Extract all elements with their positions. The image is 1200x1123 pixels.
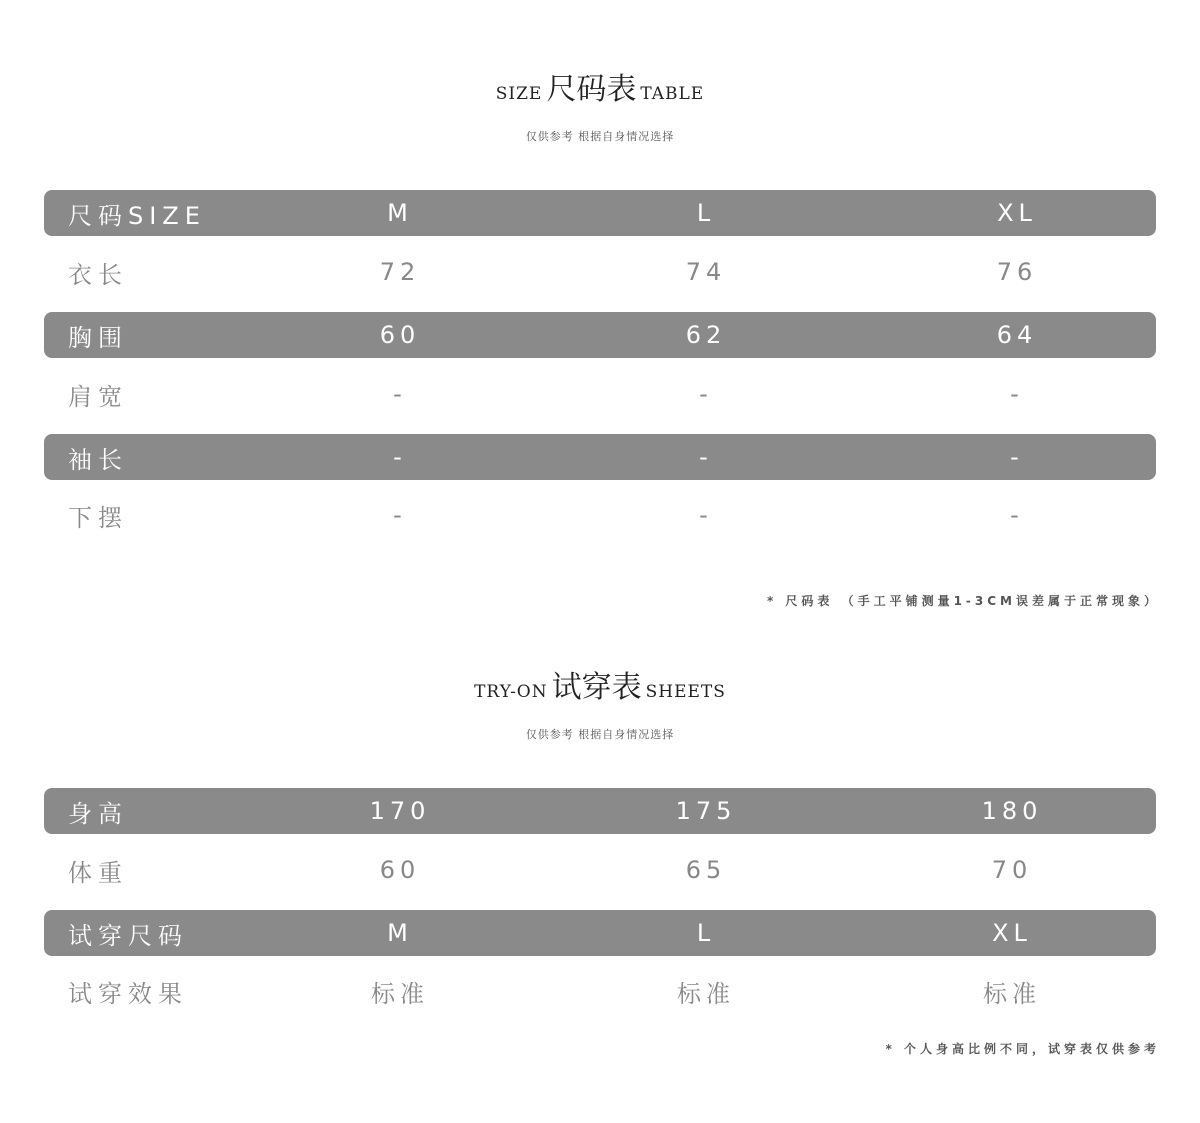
cell-l: - xyxy=(699,380,713,408)
cell-m: - xyxy=(393,380,407,408)
size-row-shoulder xyxy=(44,371,1156,417)
tryon-table-subtitle: 仅供参考 根据自身情况选择 xyxy=(525,728,675,741)
cell-col2: 65 xyxy=(685,856,727,884)
size-table-subtitle: 仅供参考 根据自身情况选择 xyxy=(525,130,675,143)
cell-xl: - xyxy=(1010,443,1024,471)
cell-col1: 170 xyxy=(369,797,431,825)
row-label: 试穿尺码 xyxy=(68,921,188,950)
size-row-hem xyxy=(44,492,1156,538)
cell-m: 72 xyxy=(379,258,421,286)
row-label: 胸围 xyxy=(68,323,128,352)
cell-col1: 60 xyxy=(379,856,421,884)
cell-xl: 76 xyxy=(996,258,1038,286)
size-title-zh: 尺码表 xyxy=(546,72,637,107)
row-label: 肩宽 xyxy=(68,382,128,411)
cell-col3: 180 xyxy=(981,797,1043,825)
cell-col3: XL xyxy=(992,919,1032,947)
cell-col1: 标准 xyxy=(371,979,429,1008)
row-label: 尺码SIZE xyxy=(68,201,206,230)
cell-xl: 64 xyxy=(996,321,1038,349)
tryon-row-height xyxy=(44,788,1156,834)
cell-m: - xyxy=(393,443,407,471)
cell-xl: - xyxy=(1010,380,1024,408)
cell-col2: 175 xyxy=(675,797,737,825)
tryon-table-note: * 个人身高比例不同，试穿表仅供参考 xyxy=(885,1042,1160,1056)
cell-col2: L xyxy=(696,919,716,947)
tryon-title-en-right: SHEETS xyxy=(645,682,726,702)
size-row-header xyxy=(44,190,1156,236)
cell-xl: - xyxy=(1010,501,1024,529)
row-label: 体重 xyxy=(68,858,128,887)
row-label: 衣长 xyxy=(68,260,128,289)
size-row-length xyxy=(44,249,1156,295)
cell-l: 62 xyxy=(685,321,727,349)
cell-l: L xyxy=(696,199,716,227)
tryon-title-zh: 试穿表 xyxy=(551,670,642,705)
size-title-en-left: SIZE xyxy=(495,84,543,104)
cell-l: - xyxy=(699,443,713,471)
row-label: 袖长 xyxy=(68,445,128,474)
tryon-row-fit xyxy=(44,968,1156,1014)
size-row-sleeve xyxy=(44,434,1156,480)
size-table-note: * 尺码表 （手工平铺测量1-3CM误差属于正常现象） xyxy=(766,594,1160,608)
cell-col3: 标准 xyxy=(983,979,1041,1008)
row-label: 试穿效果 xyxy=(68,979,188,1008)
cell-col3: 70 xyxy=(991,856,1033,884)
tryon-table-title xyxy=(0,662,1200,706)
tryon-row-size xyxy=(44,910,1156,956)
row-label: 下摆 xyxy=(68,503,128,532)
cell-col2: 标准 xyxy=(677,979,735,1008)
size-table-title xyxy=(0,64,1200,108)
cell-l: 74 xyxy=(685,258,727,286)
cell-col1: M xyxy=(387,919,413,947)
cell-xl: XL xyxy=(997,199,1037,227)
size-title-en-right: TABLE xyxy=(640,84,705,104)
cell-m: 60 xyxy=(379,321,421,349)
cell-m: M xyxy=(387,199,413,227)
tryon-title-en-left: TRY-ON xyxy=(474,682,548,702)
tryon-row-weight xyxy=(44,847,1156,893)
row-label: 身高 xyxy=(68,799,128,828)
size-row-chest xyxy=(44,312,1156,358)
cell-m: - xyxy=(393,501,407,529)
cell-l: - xyxy=(699,501,713,529)
